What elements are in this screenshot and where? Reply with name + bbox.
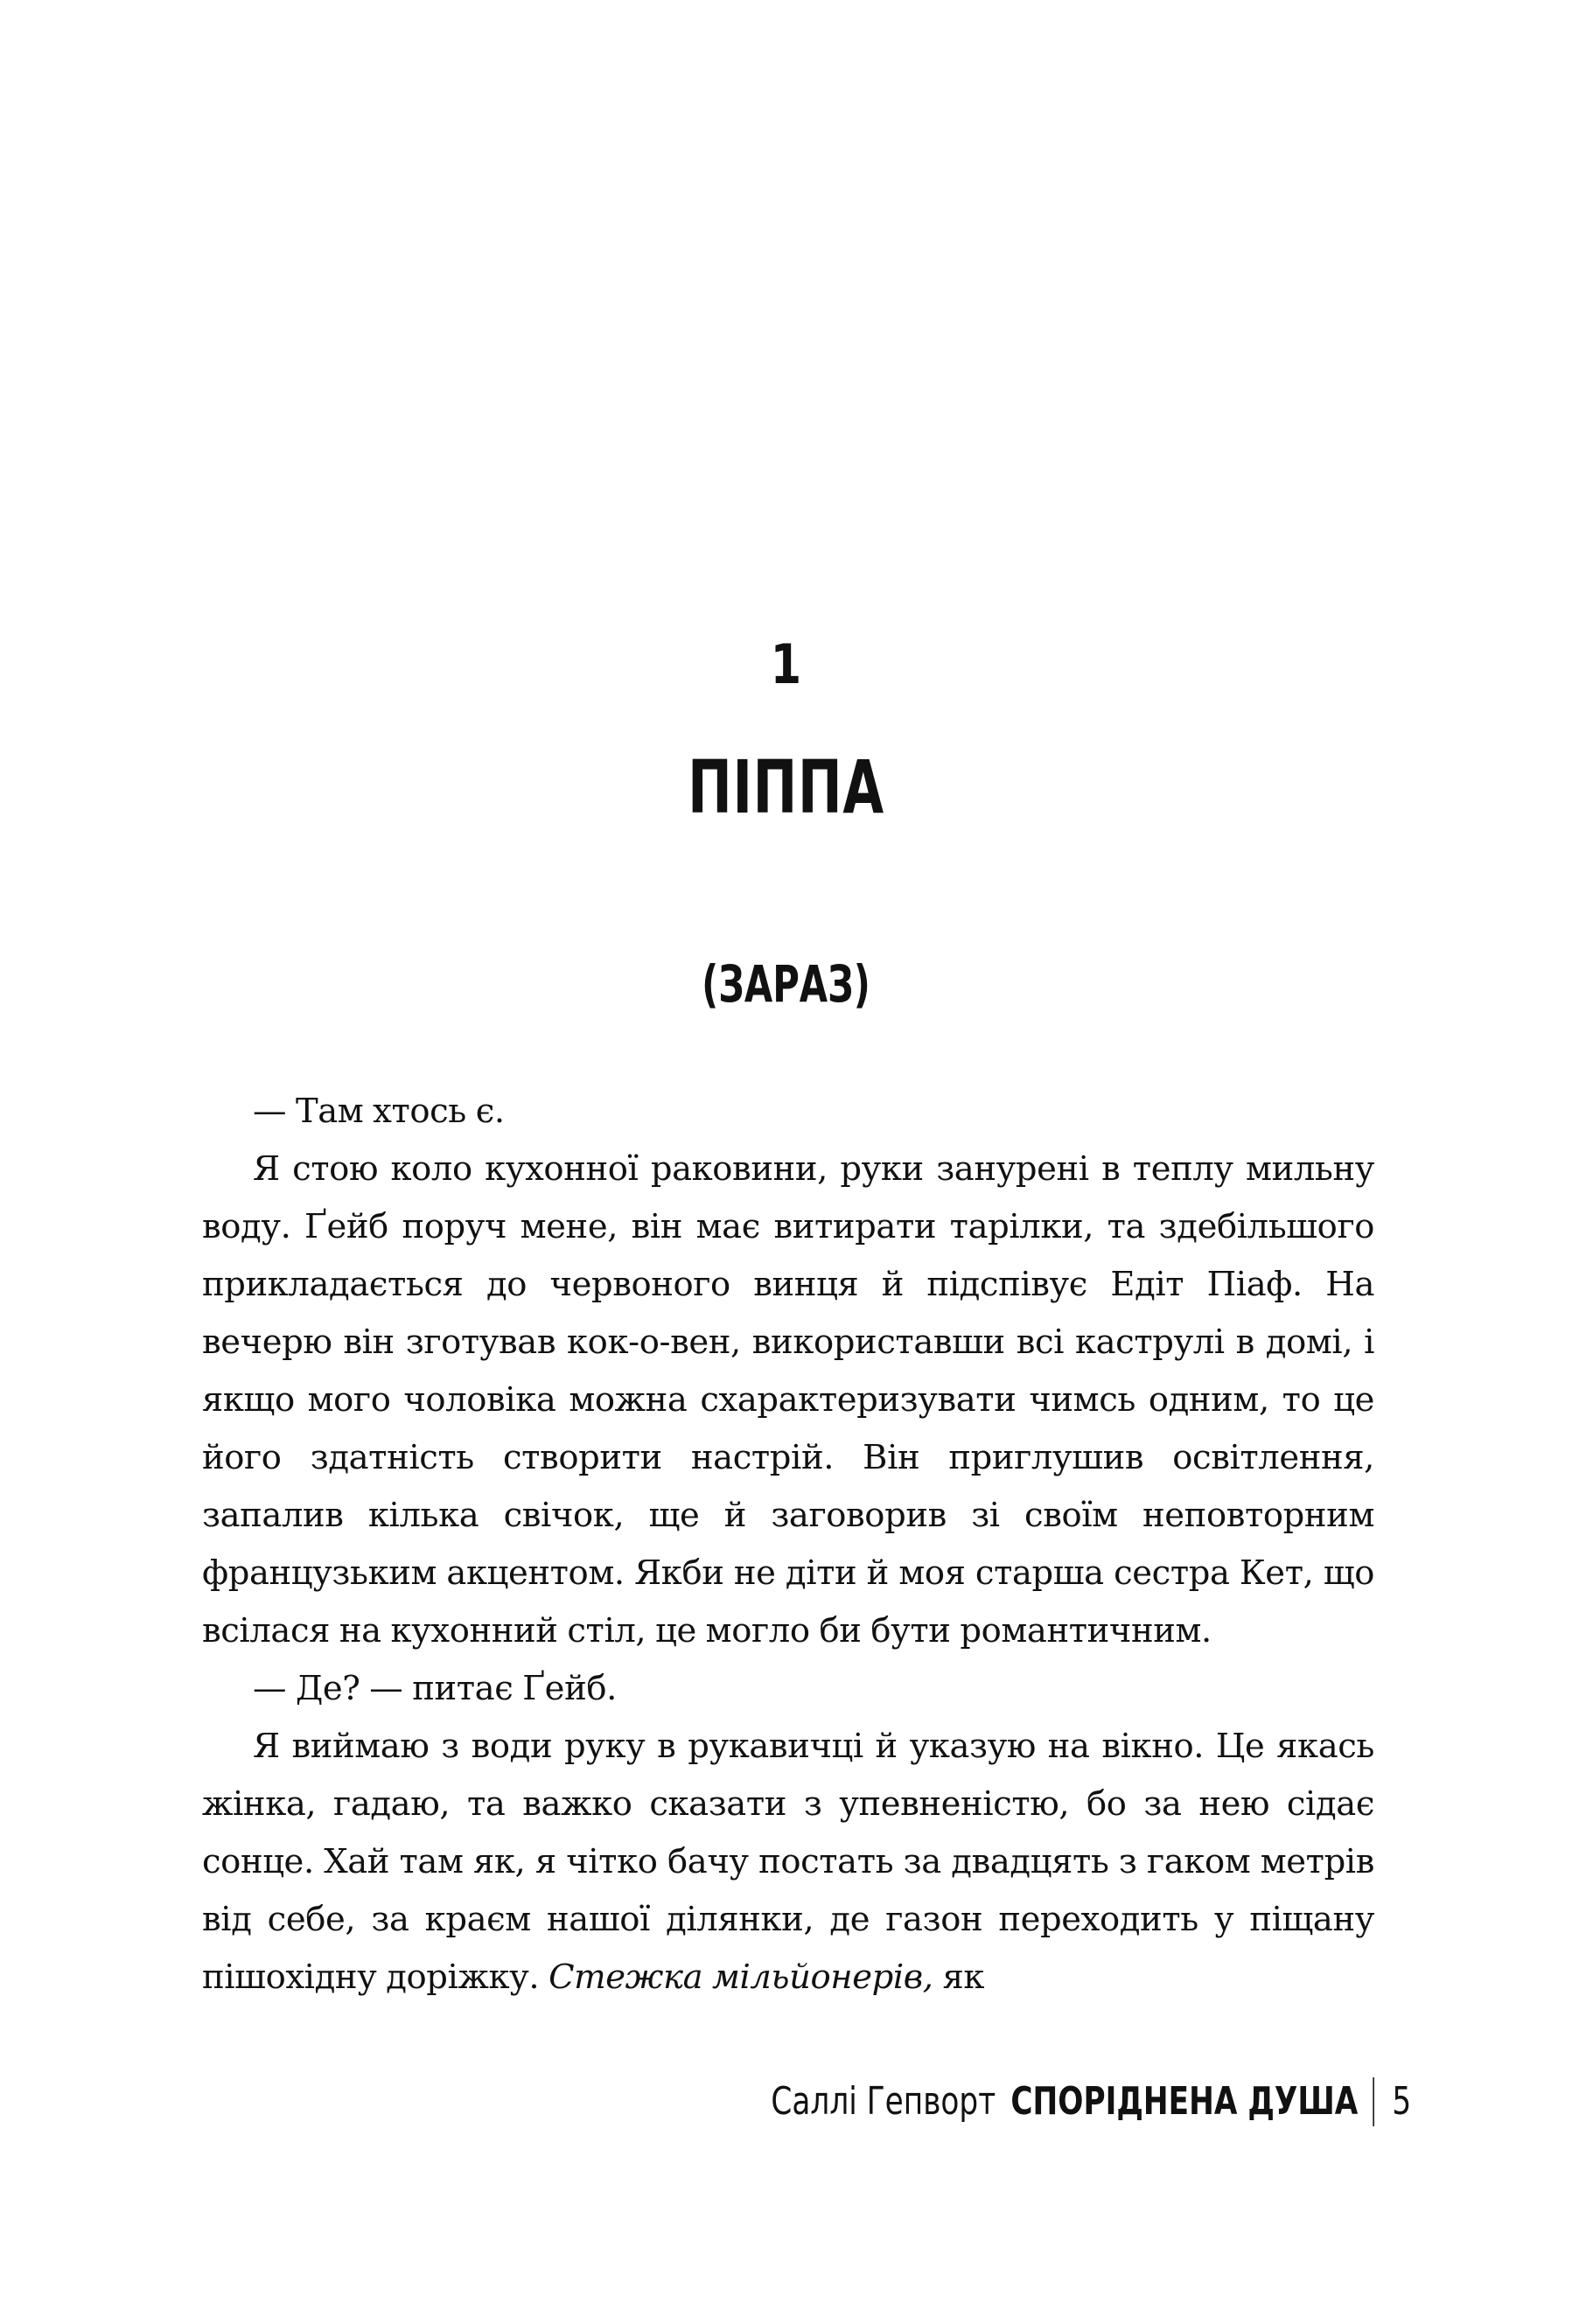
paragraph-2-italic: Стежка мільйонерів, [548, 1958, 933, 1997]
chapter-title: ПІППА [688, 744, 884, 830]
paragraph-1: Я стою коло кухонної раковини, руки занурені в теплу мильну воду. Ґейб поруч мене, він має витирати тарілки, та здебільшого прикладається до червоного винця й підспівує Едіт Піаф. На вечерю він зготував кок-о-вен, використавши всі каструлі в домі, і якщо мого чоловіка можна схарактеризувати чимсь одним, то це його здатність створити настрій. Він приглушив освітлення, запалив кілька свічок, ще й заговорив зі своїм неповторним французьким акцентом. Якби не діти й моя старша сестра Кет, що всілася на кухонний стіл, це могло би бути романтичним. [202, 1149, 1374, 1651]
footer-book-title: СПОРІДНЕНА ДУША [1010, 2079, 1359, 2124]
body-text [202, 1083, 1374, 2006]
page-footer [771, 2067, 1411, 2137]
paragraph-dialog-1: — Там хтось є. [253, 1092, 505, 1131]
footer-author: Саллі Гепворт [771, 2079, 996, 2124]
paragraph-2 [202, 1718, 1374, 2006]
paragraph-2-tail: як [942, 1958, 985, 1997]
paragraph-2-text: Я виймаю з води руку в рукавичці й указую на вікно. Це якась жінка, гадаю, та важко сказати з упевненістю, бо за нею сідає сонце. Хай там як, я чітко бачу постать за двадцять з гаком метрів від себе, за краєм нашої ділянки, де газон переходить у піщану пішохідну доріжку. [202, 1727, 1374, 1997]
paragraph-dialog-2: — Де? — питає Ґейб. [253, 1669, 617, 1708]
page-number: 5 [1392, 2079, 1411, 2124]
footer-divider [1373, 2077, 1374, 2126]
chapter-subtitle: (ЗАРАЗ) [702, 954, 870, 1014]
chapter-number: 1 [770, 632, 802, 696]
